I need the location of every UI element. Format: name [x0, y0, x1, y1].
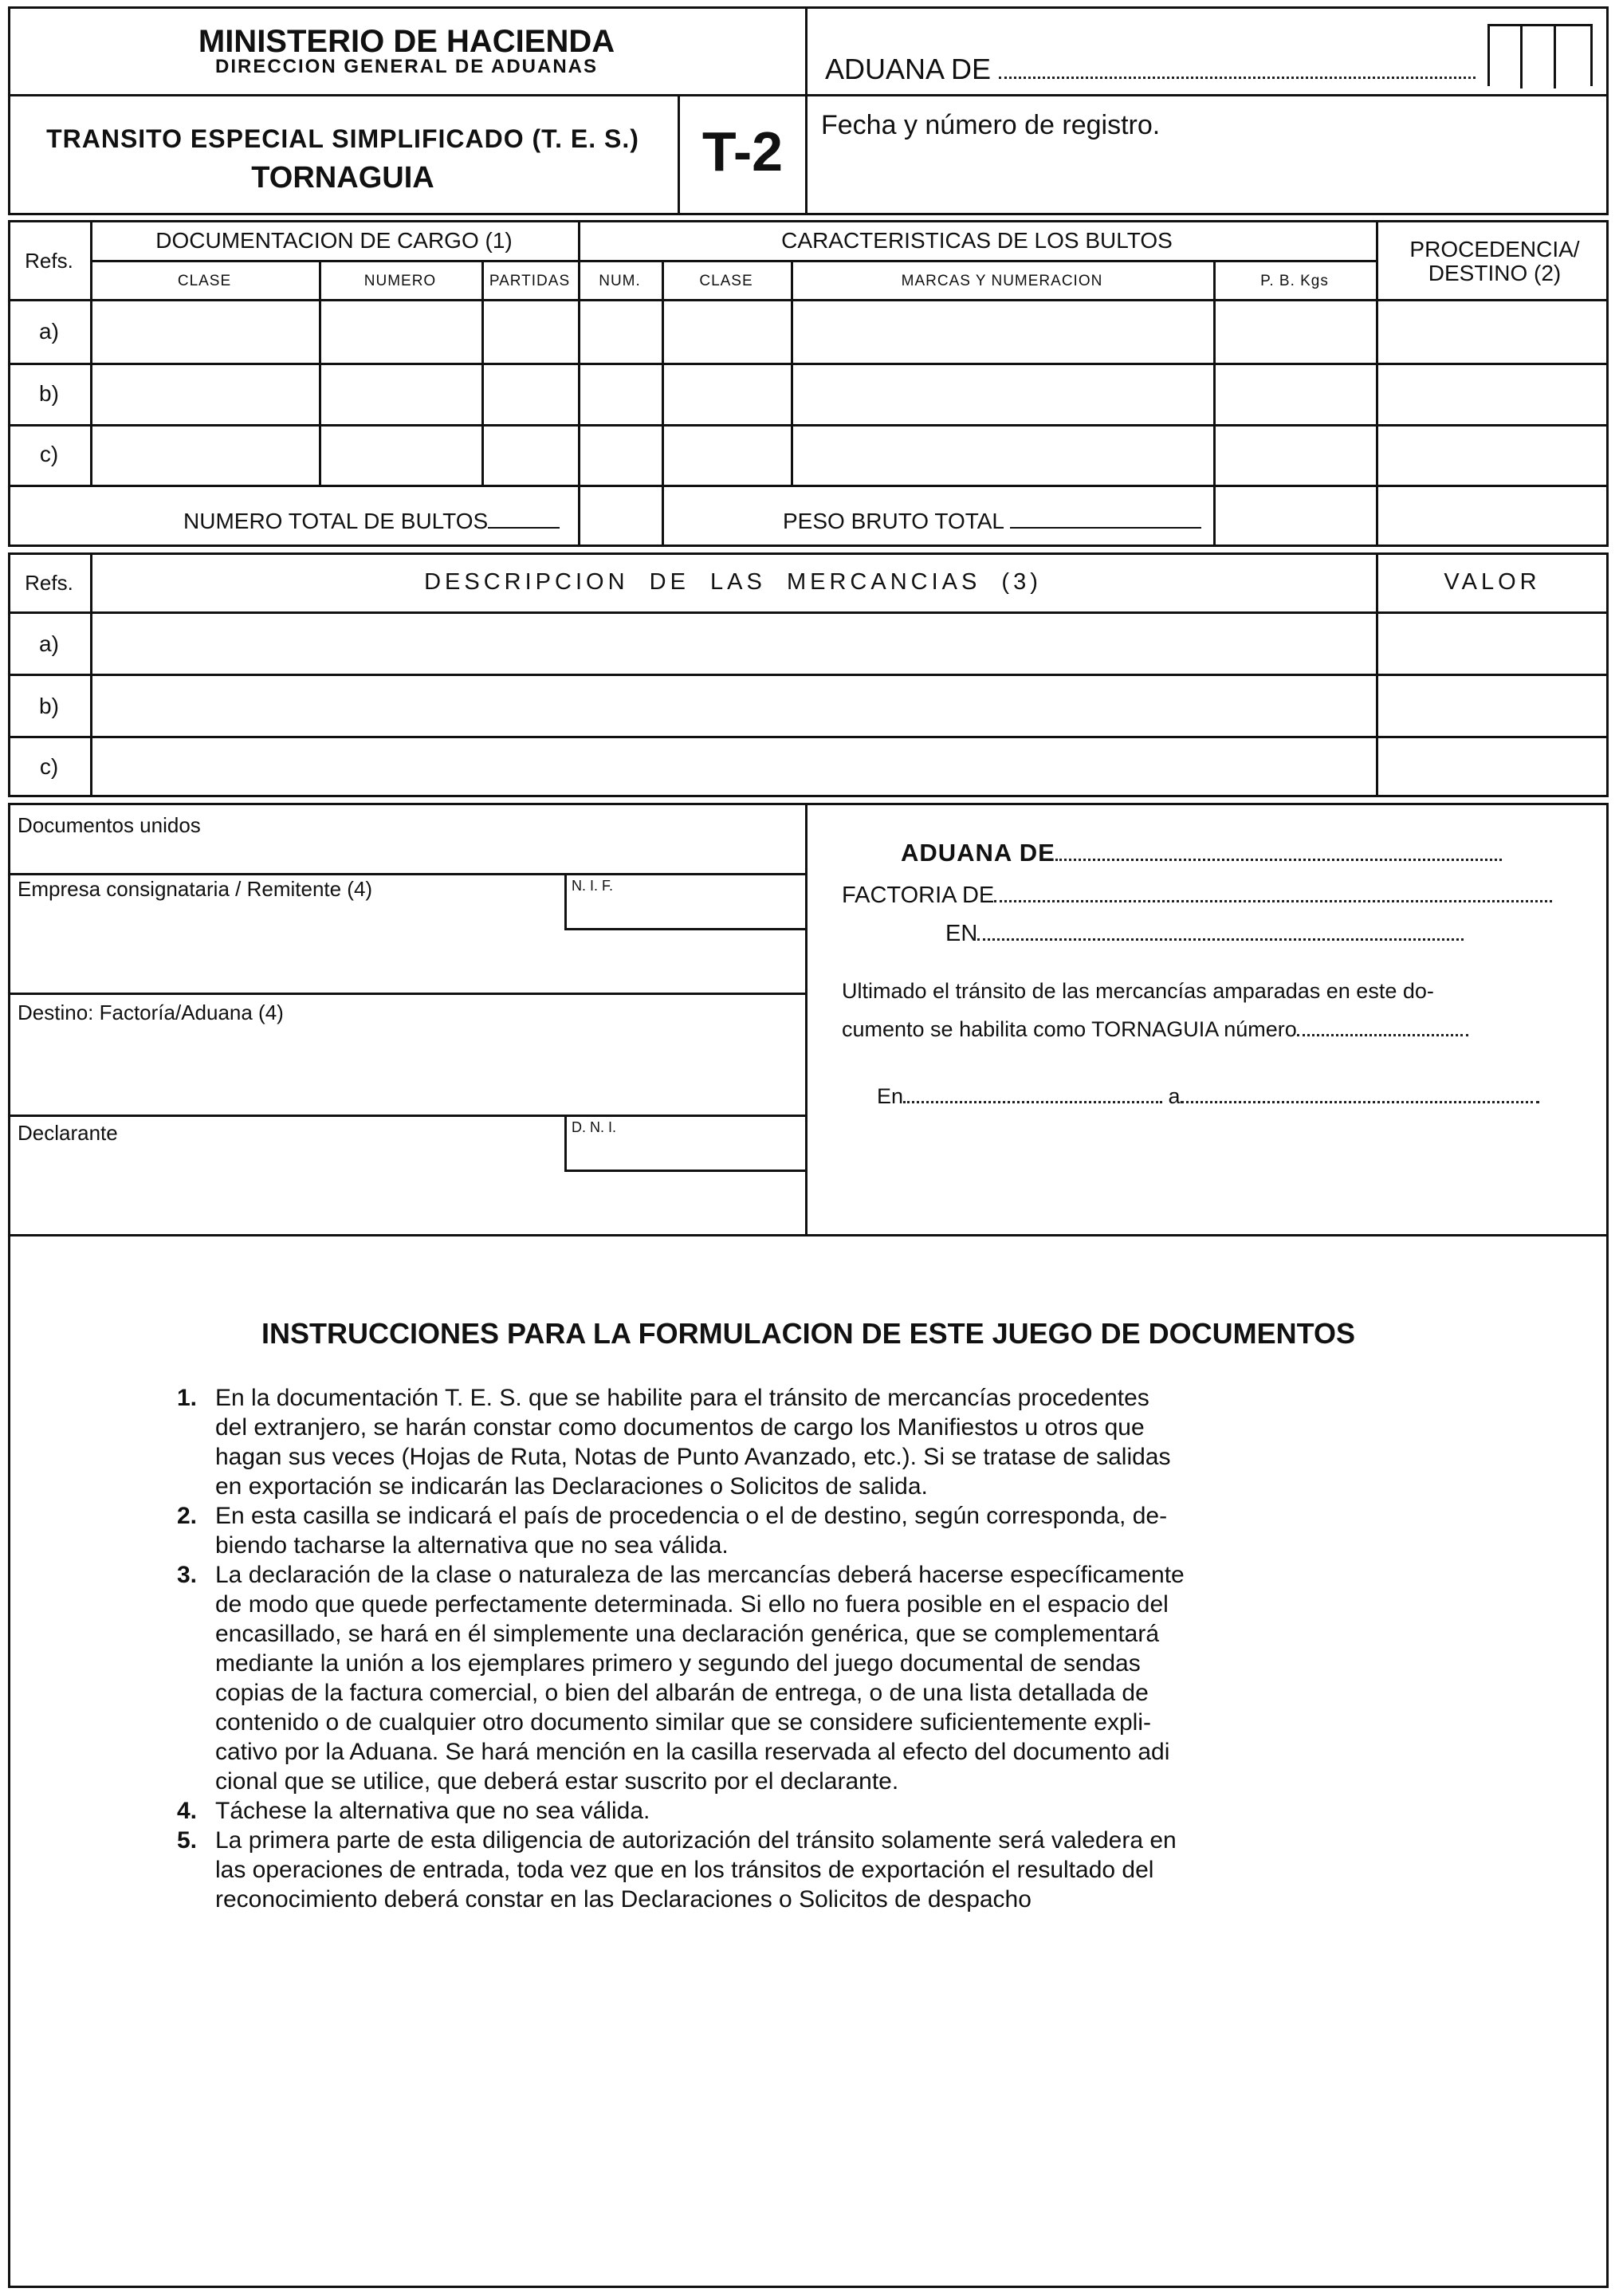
dni-label: D. N. I. — [572, 1119, 617, 1135]
instruction-line: las operaciones de entrada, toda vez que en los tránsitos de exportación el resultado del — [215, 1857, 1154, 1883]
cargo-refs-header: Refs. — [25, 249, 73, 273]
instruction-line: de modo que quede perfectamente determinada. Si ello no fuera posible en el espacio del — [215, 1591, 1169, 1618]
nif-box[interactable] — [564, 873, 805, 930]
instruction-line: copias de la factura comercial, o bien del albarán de entrega, o de una lista detallada de — [215, 1680, 1149, 1706]
instruction-item — [177, 1796, 1403, 1826]
instruction-line: La declaración de la clase o naturaleza de las mercancías deberá hacerse específicamente — [215, 1562, 1185, 1588]
total-bultos-label: NUMERO TOTAL DE BULTOS — [183, 509, 489, 533]
destino-label: Destino: Factoría/Aduana (4) — [18, 1001, 284, 1024]
desc-row-line — [8, 674, 1609, 676]
cert-text-2 — [842, 1017, 1468, 1042]
instruction-line: Táchese la alternativa que no sea válida. — [215, 1798, 650, 1824]
aduana-header-label: ADUANA DE — [825, 53, 992, 85]
col-marcas: MARCAS Y NUMERACION — [901, 273, 1103, 289]
code-box-divider — [1554, 26, 1556, 88]
instruction-line: reconocimiento deberá constar en las Declaraciones o Solicitos de despacho — [215, 1886, 1032, 1913]
cargo-col — [1376, 220, 1378, 547]
instruction-line: hagan sus veces (Hojas de Ruta, Notas de Punto Avanzado, etc.). Si se tratase de salidas — [215, 1444, 1171, 1470]
col-numero: NUMERO — [363, 273, 437, 289]
cert-date-field[interactable] — [1181, 1100, 1539, 1103]
cargo-row-ref: a) — [39, 319, 59, 344]
declarante-label: Declarante — [18, 1121, 118, 1145]
instruction-line: En esta casilla se indicará el país de procedencia o el de destino, según corresponda, de- — [215, 1503, 1168, 1529]
registro-label: Fecha y número de registro. — [821, 110, 1161, 140]
cargo-table — [8, 220, 1609, 547]
cert-place-field[interactable] — [903, 1100, 1162, 1103]
cert-en-field[interactable] — [977, 938, 1464, 941]
desc-header-line — [8, 611, 1609, 614]
cargo-header-line — [8, 299, 1609, 301]
instruction-line: La primera parte de esta diligencia de autorización del tránsito solamente será valedera en — [215, 1827, 1177, 1854]
peso-bruto — [783, 509, 1201, 534]
cargo-col — [662, 260, 664, 547]
parties-bottom — [8, 1234, 1609, 1236]
instruction-number: 2. — [177, 1503, 198, 1529]
instruction-item — [177, 1501, 1403, 1560]
form-subtitle: TORNAGUIA — [251, 161, 434, 195]
cert-en — [945, 921, 1464, 947]
instruction-number: 5. — [177, 1827, 198, 1854]
form-code: T-2 — [701, 120, 784, 183]
instructions-list — [177, 1383, 1403, 1914]
cert-aduana-field[interactable] — [1055, 858, 1502, 861]
form-title: TRANSITO ESPECIAL SIMPLIFICADO (T. E. S.) — [46, 124, 639, 153]
group-procedencia: PROCEDENCIA/ DESTINO (2) — [1409, 237, 1580, 285]
nif-label: N. I. F. — [572, 878, 614, 894]
cargo-col — [481, 260, 484, 486]
col-clase-bultos: CLASE — [699, 273, 753, 289]
cargo-row-line — [8, 485, 1609, 487]
dni-box[interactable] — [564, 1115, 805, 1172]
col-partidas: PARTIDAS — [489, 273, 571, 289]
total-bultos-field[interactable] — [488, 526, 560, 529]
col-num: NUM. — [599, 273, 641, 289]
group-doc-cargo: DOCUMENTACION DE CARGO (1) — [155, 228, 513, 253]
desc-row-ref: c) — [39, 754, 59, 779]
col-peso: P. B. Kgs — [1260, 273, 1329, 289]
cargo-col — [1213, 260, 1216, 547]
cert-factoria-field[interactable] — [994, 899, 1552, 902]
peso-bruto-label: PESO BRUTO TOTAL — [783, 509, 1004, 533]
instruction-line: biendo tacharse la alternativa que no sea válida. — [215, 1532, 729, 1559]
desc-row-ref: a) — [39, 631, 59, 656]
col-clase: CLASE — [177, 273, 232, 289]
instruction-number: 1. — [177, 1385, 198, 1411]
instruction-line: En la documentación T. E. S. que se habilite para el tránsito de mercancías procedentes — [215, 1385, 1149, 1411]
header-divider — [805, 6, 808, 215]
total-bultos — [183, 509, 560, 534]
valor-header: VALOR — [1444, 569, 1541, 595]
instruction-number: 3. — [177, 1562, 198, 1588]
ministry-title: MINISTERIO DE HACIENDA — [198, 24, 615, 59]
desc-row-line — [8, 736, 1609, 738]
instruction-line: cativo por la Aduana. Se hará mención en la casilla reservada al efecto del documento adi — [215, 1739, 1170, 1765]
instruction-line: en exportación se indicarán las Declaraciones o Solicitos de salida. — [215, 1473, 928, 1500]
cert-en-small: En — [877, 1084, 904, 1108]
instructions-title: INSTRUCCIONES PARA LA FORMULACION DE ESTE JUEGO DE DOCUMENTOS — [261, 1317, 1356, 1350]
cert-a-small: a — [1168, 1084, 1181, 1108]
group-bultos: CARACTERISTICAS DE LOS BULTOS — [781, 228, 1173, 253]
instruction-item — [177, 1560, 1403, 1796]
desc-header: DESCRIPCION DE LAS MERCANCIAS (3) — [424, 569, 1042, 595]
instruction-line: encasillado, se hará en él simplemente una declaración genérica, que se complementará — [215, 1621, 1160, 1647]
cargo-row-line — [8, 424, 1609, 427]
code-box-divider — [1520, 26, 1523, 88]
cargo-row-ref: c) — [39, 442, 59, 466]
cargo-row-ref: b) — [39, 381, 59, 406]
cargo-group-line — [90, 260, 1376, 262]
desc-row-ref: b) — [39, 694, 59, 718]
parties-line — [8, 993, 805, 995]
cargo-col — [319, 260, 321, 486]
header-hline — [8, 94, 1609, 96]
tornaguia-number-field[interactable] — [1297, 1033, 1468, 1036]
cargo-col — [578, 220, 580, 547]
documentos-unidos: Documentos unidos — [18, 813, 201, 837]
cert-en-label: EN — [945, 921, 978, 946]
aduana-header-field[interactable] — [999, 76, 1476, 79]
direction-subtitle: DIRECCION GENERAL DE ADUANAS — [214, 56, 599, 77]
peso-bruto-field[interactable] — [1010, 526, 1201, 529]
cert-en-a — [877, 1084, 1539, 1109]
cert-text-1: Ultimado el tránsito de las mercancías amparadas en este do- — [842, 979, 1434, 1003]
instruction-line: cional que se utilice, que deberá estar suscrito por el declarante. — [215, 1768, 899, 1795]
parties-divider — [805, 803, 808, 1236]
cert-factoria-label: FACTORIA DE — [842, 883, 995, 908]
cargo-col — [791, 260, 793, 486]
instruction-line: contenido o de cualquier otro documento similar que se considere suficientemente expli- — [215, 1709, 1151, 1736]
cert-aduana — [901, 839, 1502, 867]
instruction-line: mediante la unión a los ejemplares primero y segundo del juego documental de sendas — [215, 1650, 1141, 1677]
instruction-item — [177, 1826, 1403, 1914]
instruction-number: 4. — [177, 1798, 198, 1824]
cert-text-2-label: cumento se habilita como TORNAGUIA número — [842, 1017, 1297, 1041]
cert-factoria — [842, 883, 1552, 909]
aduana-header — [825, 53, 1476, 86]
instruction-item — [177, 1383, 1403, 1501]
instruction-line: del extranjero, se harán constar como documentos de cargo los Manifiestos u otros que — [215, 1414, 1145, 1441]
aduana-code-boxes[interactable] — [1487, 24, 1593, 86]
desc-refs-header: Refs. — [25, 571, 73, 595]
empresa-label: Empresa consignataria / Remitente (4) — [18, 877, 373, 901]
cargo-row-line — [8, 363, 1609, 365]
cert-aduana-label: ADUANA DE — [901, 839, 1055, 867]
